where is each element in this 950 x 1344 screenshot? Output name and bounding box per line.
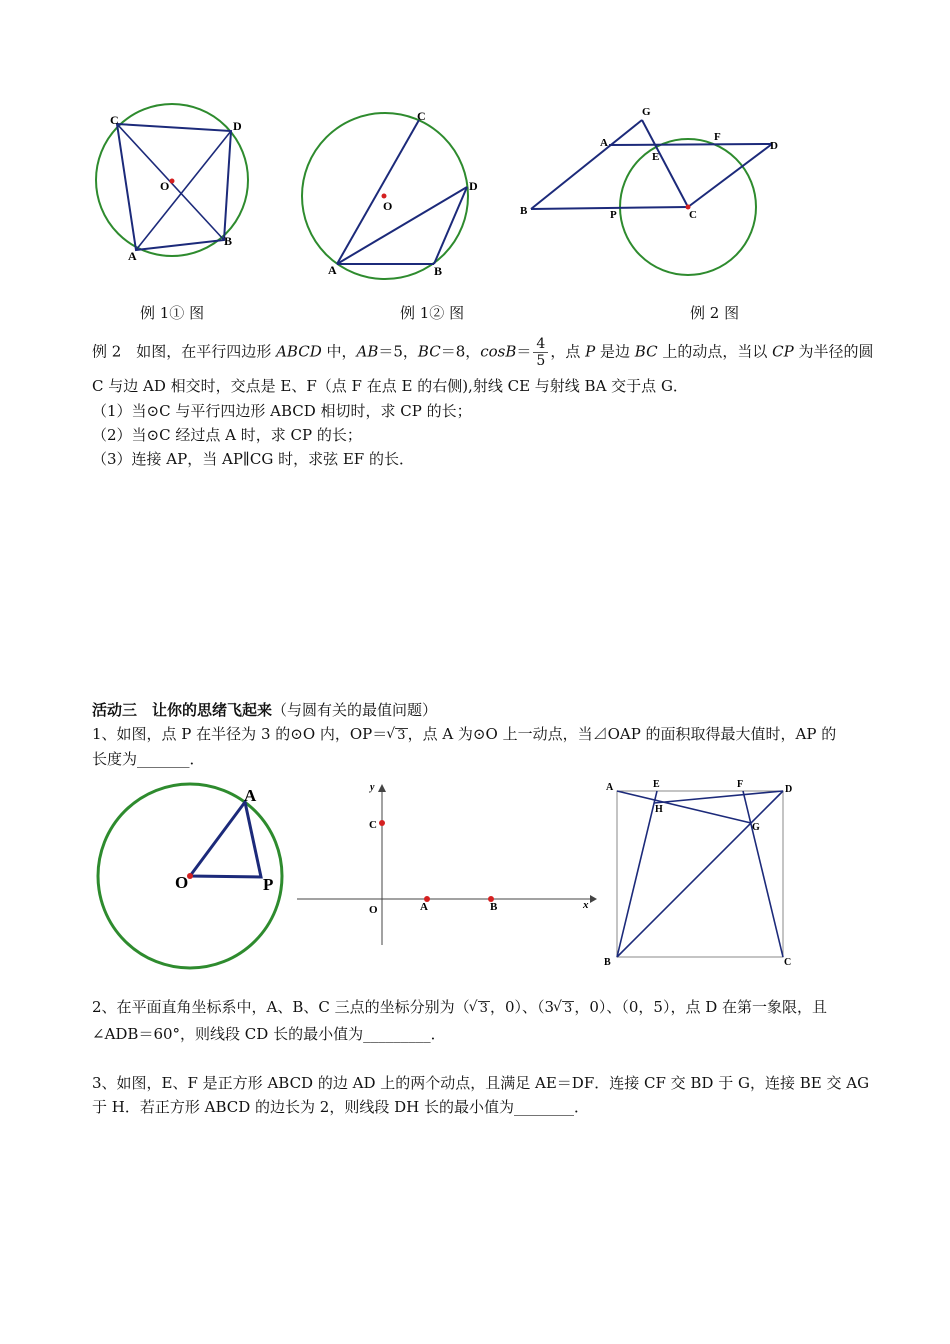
label-D: D <box>785 784 793 795</box>
figure-problem1 <box>95 780 295 970</box>
activity3-heading: 活动三 让你的思绪飞起来（与圆有关的最值问题） <box>92 701 438 719</box>
label-O: O <box>383 199 393 213</box>
label-A: A <box>244 786 257 805</box>
label-D: D <box>770 140 778 152</box>
figure-example2 <box>515 100 795 285</box>
label-E: E <box>652 151 660 163</box>
example2-q1: （1）当⊙C 与平行四边形 ABCD 相切时，求 CP 的长； <box>92 402 472 420</box>
label-B: B <box>520 205 528 217</box>
figure-example1-1 <box>90 100 260 270</box>
label-P: P <box>263 875 274 894</box>
label-E: E <box>653 779 660 790</box>
problem1-line2: 长度为_______． <box>92 750 205 768</box>
caption-fig3: 例 2 图 <box>690 304 740 322</box>
problem3-line1: 3、如图，E、F 是正方形 ABCD 的边 AD 上的两个动点，且满足 AE＝DF．连接 CF 交 BD 于 G，连接 BE 交 AG <box>92 1074 870 1092</box>
label-C: C <box>689 209 697 221</box>
fraction-4-5: $\frac{4}{5}$ <box>533 336 548 369</box>
figure-example1-2 <box>295 100 485 285</box>
problem3-line2: 于 H．若正方形 ABCD 的边长为 2，则线段 DH 长的最小值为________． <box>92 1098 589 1116</box>
label-G: G <box>752 822 760 833</box>
label-B: B <box>604 957 611 968</box>
label-O: O <box>369 904 378 916</box>
label-B: B <box>434 264 443 278</box>
label-P: P <box>610 209 617 221</box>
label-A: A <box>128 249 137 263</box>
label-D: D <box>233 119 242 133</box>
example2-q3: （3）连接 AP，当 AP∥CG 时，求弦 EF 的长． <box>92 450 414 468</box>
caption-fig1: 例 1① 图 <box>140 304 205 322</box>
label-B: B <box>490 901 498 913</box>
label-B: B <box>224 234 233 248</box>
figure-problem2 <box>295 780 600 950</box>
label-H: H <box>655 804 663 815</box>
example2-intro: 例 2 如图，在平行四边形 ABCD 中，AB＝5，BC＝8，cosB＝ $\frac{4}{5}$ ，点 P 是边 BC 上的动点，当以 CP 为半径的圆 <box>92 336 874 369</box>
label-O: O <box>175 873 189 892</box>
figure-problem3 <box>600 775 800 975</box>
label-A: A <box>328 263 337 277</box>
label-A: A <box>606 782 614 793</box>
label-D: D <box>469 179 478 193</box>
label-A: A <box>420 901 428 913</box>
problem2-line1: 2、在平面直角坐标系中，A、B、C 三点的坐标分别为（√ 3 ，0）、（3√ 3 ，0）、（0，5），点 D 在第一象限，且 <box>92 997 827 1017</box>
label-C: C <box>110 113 119 127</box>
label-F: F <box>714 131 721 143</box>
label-O: O <box>160 179 170 193</box>
problem1-line1: 1、如图，点 P 在半径为 3 的⊙O 内，OP＝√ 3 ，点 A 为⊙O 上一动点，当⊿OAP 的面积取得最大值时，AP 的 <box>92 724 836 744</box>
label-G: G <box>642 106 651 118</box>
label-A: A <box>600 137 608 149</box>
label-F: F <box>737 779 744 790</box>
label-C: C <box>369 819 377 831</box>
example2-q2: （2）当⊙C 经过点 A 时，求 CP 的长； <box>92 426 362 444</box>
label-x: x <box>583 899 589 911</box>
label-y: y <box>370 782 375 793</box>
problem2-line2: ∠ADB＝60°，则线段 CD 长的最小值为_________． <box>92 1025 446 1043</box>
label-C: C <box>417 109 426 123</box>
example2-line2: C 与边 AD 相交时，交点是 E、F（点 F 在点 E 的右侧),射线 CE 与射线 BA 交于点 G． <box>92 377 688 395</box>
label-C: C <box>784 957 792 968</box>
caption-fig2: 例 1② 图 <box>400 304 465 322</box>
